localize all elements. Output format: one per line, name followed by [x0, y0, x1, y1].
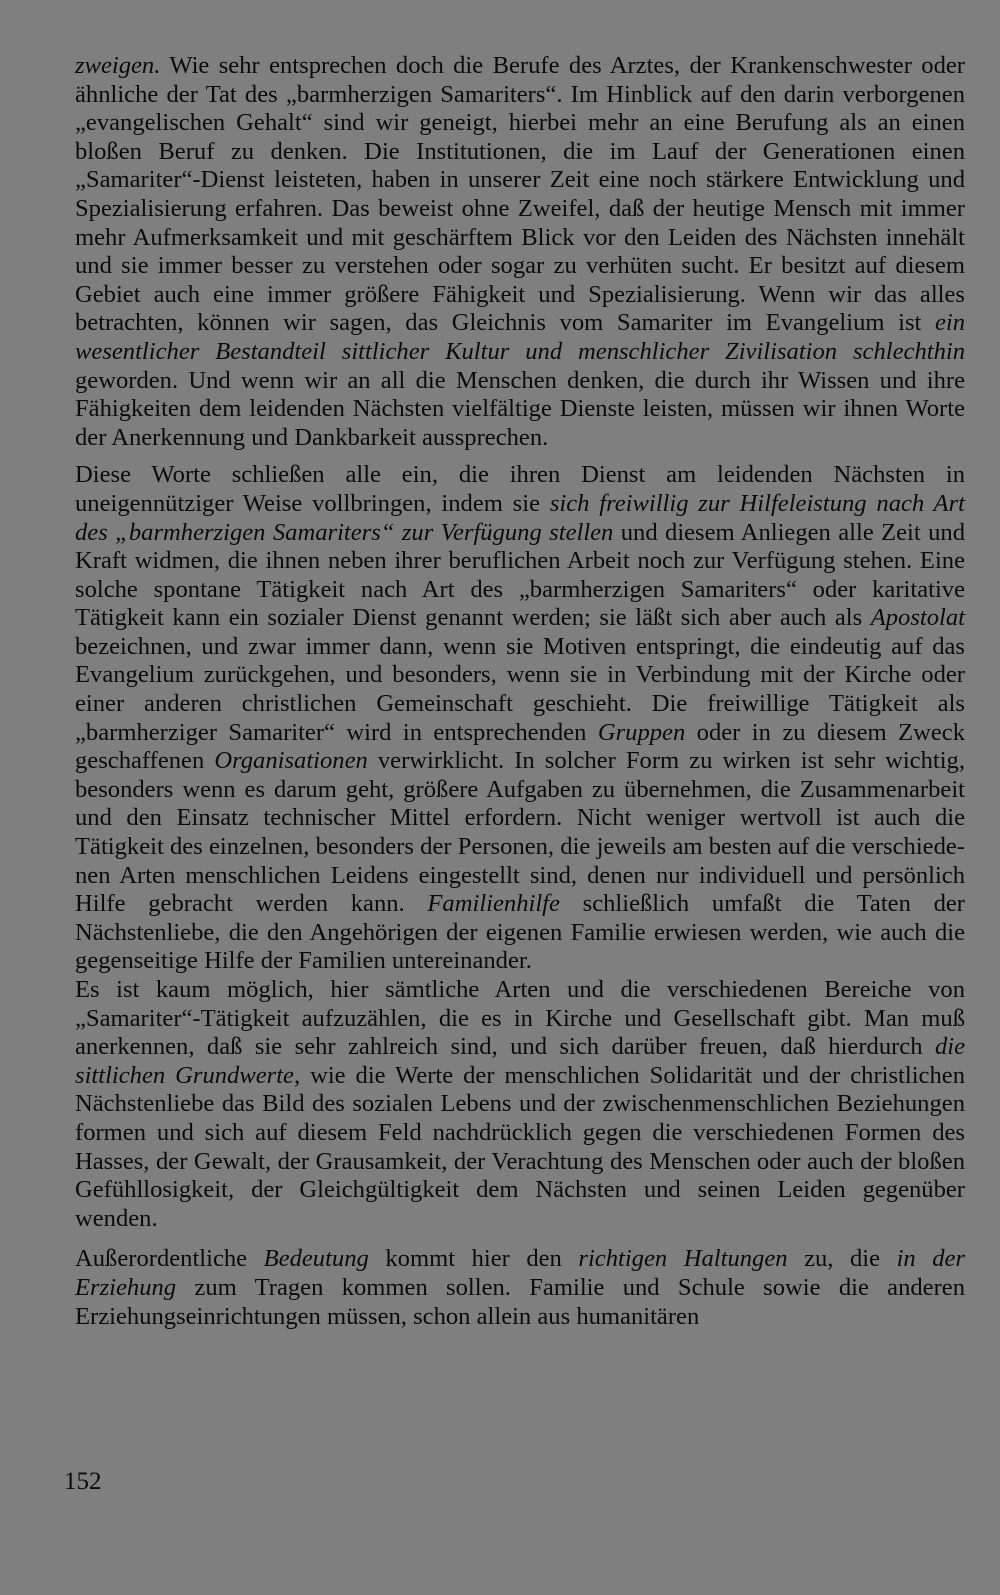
paragraph-3: [75, 976, 965, 1233]
italic-run: Familienhilfe: [427, 890, 560, 918]
text-run: oder in zu diesem Zweck geschaffenen: [75, 718, 965, 775]
italic-run: Bedeutung: [263, 1245, 369, 1273]
paragraph-4: [75, 1245, 965, 1331]
text-run: geworden. Und wenn wir an all die Menschen denken, die durch ihr Wissen und ihre Fähigkeiten dem leidenden Nächsten vielfältige Dienste leisten, müssen wir ihnen Worte der Anerkennung und Dankbarkeit aussprechen.: [75, 366, 965, 451]
italic-run: zweigen.: [75, 52, 161, 79]
text-run: Außerordentliche: [75, 1245, 264, 1273]
italic-run: Organisationen: [214, 747, 368, 775]
text-run: und diesem Anliegen alle Zeit und Kraft widmen, die ihnen neben ihrer beruflichen Arbeit noch zur Verfügung stehen. Eine solche spontane Tätigkeit nach Art des „barmherzigen Samariters“ oder karitative Tätigkeit kann ein sozialer Dienst genannt werden; sie läßt sich aber auch als: [75, 518, 965, 632]
italic-run: Gruppen: [597, 718, 686, 746]
italic-run: die sittlichen Grundwerte,: [75, 1033, 965, 1089]
italic-run: ein wesentlicher Bestandteil sittlicher Kultur und menschlicher Zivilisation schlechthin: [75, 309, 965, 365]
italic-run: richtigen Haltungen: [578, 1245, 788, 1273]
italic-run: Apostolat: [870, 604, 965, 632]
page-number: 152: [64, 1468, 102, 1495]
text-run: zum Tragen kommen sollen. Familie und Schule sowie die anderen Erziehungseinrichtungen müssen, schon allein aus humanitären: [75, 1273, 965, 1330]
text-run: kommt hier den: [368, 1245, 579, 1273]
paragraph-1: [75, 52, 965, 452]
text-run: Wie sehr entsprechen doch die Berufe des Arztes, der Krankenschwester oder ähnliche der Tat des „barmherzigen Samariters“. Im Hinblick auf den darin verborgenen „evangelischen Gehalt“ sind wir geneigt, hierbei mehr an eine Berufung als an einen bloßen Beruf zu denken. Die Institutionen, die im Lauf der Generationen einen „Samariter“-Dienst leisteten, haben in unserer Zeit eine noch stärkere Entwicklung und Spezialisierung erfahren. Das beweist ohne Zweifel, daß der heutige Mensch mit immer mehr Aufmerksamkeit und mit geschärftem Blick vor den Leiden des Nächsten innehält und sie immer besser zu verstehen oder sogar zu verhüten sucht. Er besitzt auf diesem Gebiet auch eine immer größere Fähigkeit und Spezialisierung. Wenn wir das alles betrachten, können wir sagen, das Gleichnis vom Samariter im Evangelium ist: [75, 52, 965, 337]
text-run: Es ist kaum möglich, hier sämtliche Arten und die verschiedenen Bereiche von „Samariter“-Tätigkeit aufzuzählen, die es in Kirche und Gesellschaft gibt. Man muß anerkennen, daß sie sehr zahlreich sind, und sich darüber freuen, daß hierdurch: [75, 976, 965, 1061]
text-run: bezeichnen, und zwar immer dann, wenn sie Motiven entspringt, die eindeutig auf das Evangelium zurückgehen, und besonders, wenn sie in Verbindung mit der Kirche oder einer anderen christlichen Gemeinschaft geschieht. Die freiwillige Tätigkeit als „barmherziger Samariter“ wird in entsprechenden: [75, 632, 965, 746]
italic-run: sich freiwillig zur Hilfeleistung nach Art des „barmherzigen Samariters“ zur Verfügung stellen: [75, 489, 965, 546]
text-run: schließlich umfaßt die Taten der Nächstenliebe, die den Angehörigen der eigenen Familie erwiesen werden, wie auch die gegenseitige Hilfe der Familien untereinander.: [75, 890, 965, 975]
text-run: verwirklicht. In solcher Form zu wirken ist sehr wichtig, besonders wenn es darum geht, größere Aufgaben zu übernehmen, die Zusammenarbeit und den Einsatz technischer Mittel erfordern. Nicht weniger wertvoll ist auch die Tätigkeit des einzelnen, besonders der Personen, die jeweils am besten auf die verschiedenen Arten menschlichen Leidens eingestellt sind, denen nur individuell und persönlich Hilfe gebracht werden kann.: [75, 747, 965, 918]
text-run: wie die Werte der menschlichen Solidarität und der christlichen Nächstenliebe das Bild des sozialen Lebens und der zwischenmenschlichen Beziehungen formen und sich auf diesem Feld nachdrücklich gegen die verschiedenen Formen des Hasses, der Gewalt, der Grausamkeit, der Verachtung des Menschen oder auch der bloßen Gefühllosigkeit, der Gleichgültigkeit dem Nächsten und seinen Leiden gegenüber wenden.: [75, 1061, 965, 1232]
page-body: [75, 52, 965, 1331]
paragraph-2: [75, 461, 965, 976]
italic-run: in der Erziehung: [75, 1245, 966, 1301]
text-run: zu, die: [787, 1245, 897, 1273]
text-run: Diese Worte schließen alle ein, die ihren Dienst am leidenden Nächsten in uneigennütziger Weise vollbringen, indem sie: [75, 461, 965, 517]
